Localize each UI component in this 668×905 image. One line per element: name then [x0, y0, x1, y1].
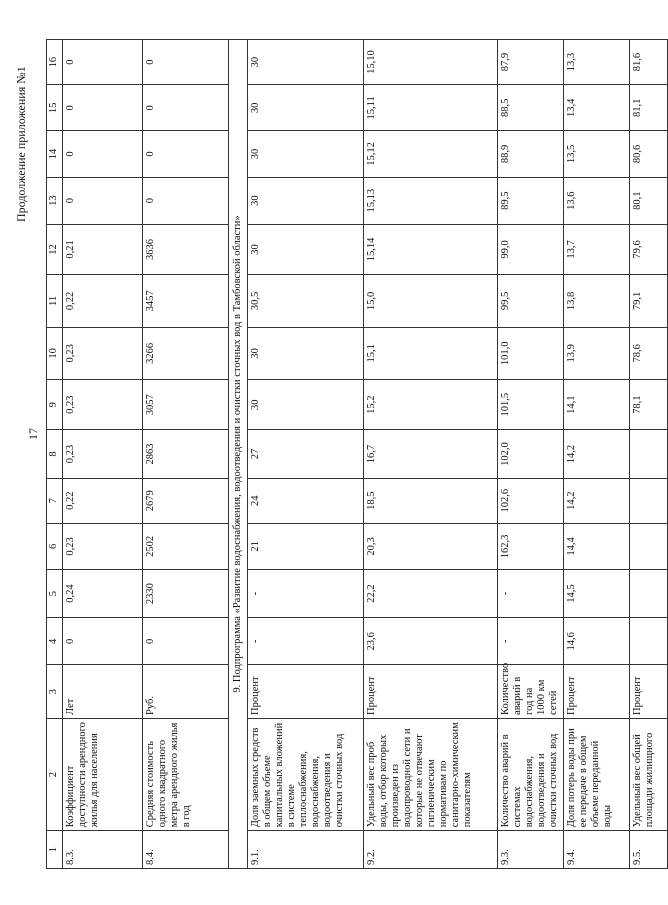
row-value — [630, 523, 668, 569]
row-value: 30 — [248, 40, 364, 85]
row-value: - — [498, 569, 564, 617]
row-value: 3057 — [143, 380, 229, 430]
column-number-header: 12 — [47, 224, 63, 274]
row-value: 14,6 — [564, 618, 630, 665]
row-value: 102,6 — [498, 478, 564, 523]
row-value: 2863 — [143, 430, 229, 478]
column-number-header: 10 — [47, 327, 63, 379]
row-value: 3457 — [143, 275, 229, 327]
row-unit: Лет — [63, 665, 143, 719]
table-row — [498, 40, 564, 869]
row-value: 13,6 — [564, 177, 630, 224]
column-number-header: 11 — [47, 275, 63, 327]
row-value: 2502 — [143, 523, 229, 569]
column-number-header: 3 — [47, 665, 63, 719]
row-value — [630, 478, 668, 523]
row-value: 13,9 — [564, 327, 630, 379]
row-value: - — [248, 569, 364, 617]
row-value — [630, 569, 668, 617]
row-indicator-name: Количество аварий в системах водоснабжения, водоотведения и очистки сточных вод — [498, 718, 564, 830]
row-value: 99,0 — [498, 224, 564, 274]
row-value: 87,9 — [498, 40, 564, 85]
row-value: 89,5 — [498, 177, 564, 224]
continuation-note: Продолжение приложения №1 — [14, 66, 28, 222]
row-value: 14,2 — [564, 478, 630, 523]
table-row — [630, 40, 668, 869]
row-value: 80,1 — [630, 177, 668, 224]
column-number-header: 4 — [47, 618, 63, 665]
indicators-table-sheet — [46, 39, 655, 869]
row-value: 0,23 — [63, 327, 143, 379]
row-indicator-name: Доля заемных средств в общем объеме капитальных вложений в системе теплоснабжения, водоснабжения, водоотведения и очистки сточных вод — [248, 718, 364, 830]
row-value: 15,11 — [364, 85, 498, 131]
row-value: 13,4 — [564, 85, 630, 131]
row-value: 0 — [63, 618, 143, 665]
column-number-header: 15 — [47, 85, 63, 131]
column-number-header: 14 — [47, 131, 63, 177]
row-value: 15,2 — [364, 380, 498, 430]
row-value: 0 — [63, 131, 143, 177]
row-value: 27 — [248, 430, 364, 478]
row-value: 78,1 — [630, 380, 668, 430]
row-value — [630, 430, 668, 478]
row-value: 30,5 — [248, 275, 364, 327]
row-unit: Процент — [564, 665, 630, 719]
row-value: 88,5 — [498, 85, 564, 131]
row-id: 9.2. — [364, 831, 498, 869]
row-value: 15,13 — [364, 177, 498, 224]
row-value: 0,22 — [63, 478, 143, 523]
row-id: 9.4. — [564, 831, 630, 869]
row-value: - — [248, 618, 364, 665]
column-number-header: 9 — [47, 380, 63, 430]
row-value: 13,5 — [564, 131, 630, 177]
row-value: 0 — [143, 85, 229, 131]
row-value: 18,5 — [364, 478, 498, 523]
row-unit: Процент — [364, 665, 498, 719]
table-row — [364, 40, 498, 869]
row-value: 0 — [143, 177, 229, 224]
row-value: 24 — [248, 478, 364, 523]
row-unit: Процент — [630, 665, 668, 719]
column-number-header: 1 — [47, 831, 63, 869]
table-row — [143, 40, 229, 869]
row-value: 23,6 — [364, 618, 498, 665]
row-id: 8.4. — [143, 831, 229, 869]
row-value: 88,9 — [498, 131, 564, 177]
row-indicator-name: Коэффициент доступности арендного жилья для населения — [63, 718, 143, 830]
row-value: 0 — [143, 40, 229, 85]
row-value: 13,7 — [564, 224, 630, 274]
row-value: 30 — [248, 380, 364, 430]
row-value: 20,3 — [364, 523, 498, 569]
column-number-header: 2 — [47, 718, 63, 830]
column-number-header: 16 — [47, 40, 63, 85]
row-value — [630, 618, 668, 665]
table-header-row — [47, 40, 63, 869]
row-value: 81,1 — [630, 85, 668, 131]
row-value: 14,1 — [564, 380, 630, 430]
row-value: 15,1 — [364, 327, 498, 379]
row-value: 30 — [248, 131, 364, 177]
row-value: 30 — [248, 327, 364, 379]
row-value: 99,5 — [498, 275, 564, 327]
row-value: 0,24 — [63, 569, 143, 617]
row-value: 81,6 — [630, 40, 668, 85]
row-value: 16,7 — [364, 430, 498, 478]
indicators-table — [46, 39, 668, 869]
row-value: 2679 — [143, 478, 229, 523]
section-row — [229, 40, 248, 869]
row-value: 0 — [63, 85, 143, 131]
row-value: 79,6 — [630, 224, 668, 274]
row-value: 22,2 — [364, 569, 498, 617]
row-value: 30 — [248, 224, 364, 274]
row-value: 21 — [248, 523, 364, 569]
row-value: 15,10 — [364, 40, 498, 85]
row-indicator-name: Удельный вес общей площади жилищного — [630, 718, 668, 830]
row-id: 9.5. — [630, 831, 668, 869]
row-value: 0,21 — [63, 224, 143, 274]
row-value: 14,2 — [564, 430, 630, 478]
row-id: 9.1. — [248, 831, 364, 869]
row-value: 78,6 — [630, 327, 668, 379]
row-value: 0,22 — [63, 275, 143, 327]
row-value: 162,3 — [498, 523, 564, 569]
table-row — [248, 40, 364, 869]
row-unit: Количество аварий в год на 1000 км сетей — [498, 665, 564, 719]
row-value: 0,23 — [63, 523, 143, 569]
row-id: 8.3. — [63, 831, 143, 869]
row-value: 13,8 — [564, 275, 630, 327]
row-value: 80,6 — [630, 131, 668, 177]
row-value: 0 — [143, 618, 229, 665]
row-unit: Процент — [248, 665, 364, 719]
row-value: 30 — [248, 85, 364, 131]
row-indicator-name: Доля потерь воды при ее передаче в общем объеме переданной воды — [564, 718, 630, 830]
row-unit: Руб. — [143, 665, 229, 719]
row-id: 9.3. — [498, 831, 564, 869]
row-value: 14,4 — [564, 523, 630, 569]
column-number-header: 8 — [47, 430, 63, 478]
column-number-header: 6 — [47, 523, 63, 569]
row-value: 15,12 — [364, 131, 498, 177]
row-value: 0 — [63, 40, 143, 85]
row-value: 0 — [63, 177, 143, 224]
row-indicator-name: Средняя стоимость одного квадратного метра арендного жилья в год — [143, 718, 229, 830]
row-value: 79,1 — [630, 275, 668, 327]
row-value: 102,0 — [498, 430, 564, 478]
row-value: 3266 — [143, 327, 229, 379]
row-value: 2330 — [143, 569, 229, 617]
page-number: 17 — [26, 428, 40, 440]
row-value: 14,5 — [564, 569, 630, 617]
column-number-header: 7 — [47, 478, 63, 523]
column-number-header: 13 — [47, 177, 63, 224]
table-row — [564, 40, 630, 869]
row-value: 0 — [143, 131, 229, 177]
row-value: 13,3 — [564, 40, 630, 85]
row-value: 0,23 — [63, 430, 143, 478]
section-title: 9. Подпрограмма «Развитие водоснабжения, водоотведения и очистки сточных вод в Тамбовской области» — [229, 40, 248, 869]
row-value: 101,5 — [498, 380, 564, 430]
row-value: 3636 — [143, 224, 229, 274]
row-indicator-name: Удельный вес проб воды, отбор которых произведен из водопроводной сети и которые не отвечают гигиеническим нормативам по санитарно-химическим показателям — [364, 718, 498, 830]
row-value: 101,0 — [498, 327, 564, 379]
row-value: 15,0 — [364, 275, 498, 327]
row-value: - — [498, 618, 564, 665]
row-value: 0,23 — [63, 380, 143, 430]
table-row — [63, 40, 143, 869]
row-value: 30 — [248, 177, 364, 224]
column-number-header: 5 — [47, 569, 63, 617]
row-value: 15,14 — [364, 224, 498, 274]
